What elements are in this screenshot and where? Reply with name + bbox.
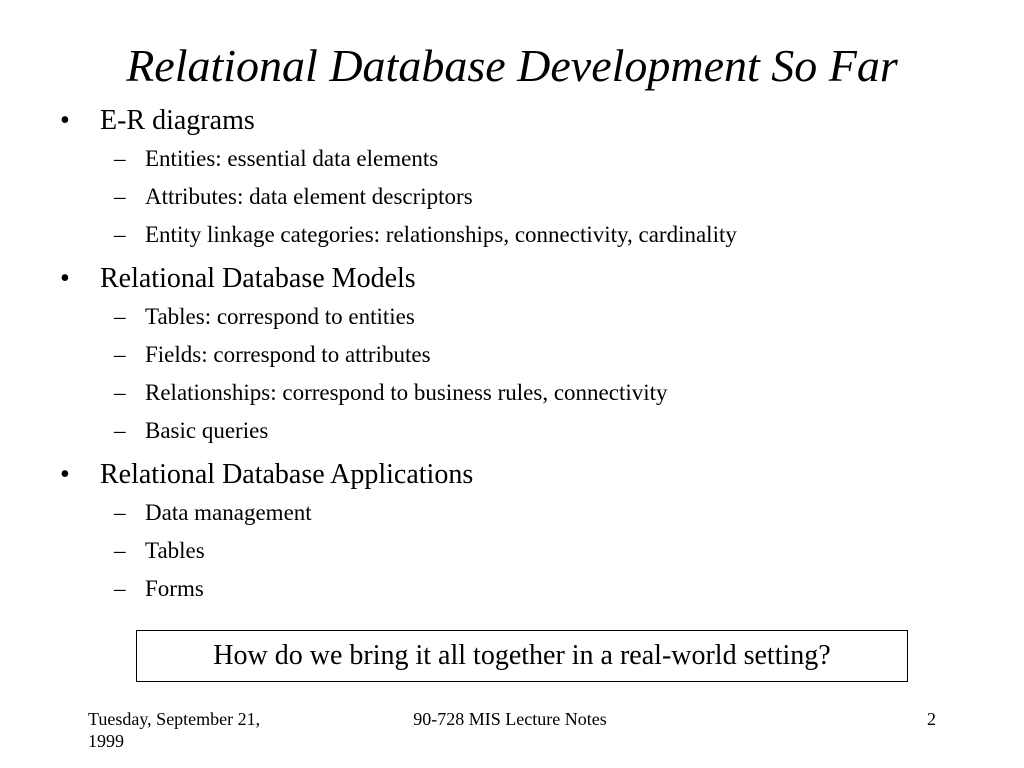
sub-bullet-text: Fields: correspond to attributes bbox=[145, 342, 431, 367]
section-relational-applications bbox=[60, 456, 980, 608]
sub-bullet-item bbox=[60, 178, 980, 216]
bullet-item bbox=[60, 260, 980, 298]
sub-bullet-item bbox=[60, 336, 980, 374]
section-relational-models bbox=[60, 260, 980, 450]
dash-icon: – bbox=[114, 342, 126, 367]
bullet-heading: Relational Database Applications bbox=[100, 459, 474, 490]
footer-course-title: 90-728 MIS Lecture Notes bbox=[413, 709, 607, 729]
sub-bullet-item bbox=[60, 412, 980, 450]
bullet-icon: • bbox=[60, 263, 70, 294]
sub-bullet-text: Data management bbox=[145, 500, 312, 525]
sub-bullet-text: Entity linkage categories: relationships, connectivity, cardinality bbox=[145, 222, 737, 247]
dash-icon: – bbox=[114, 418, 126, 443]
section-er-diagrams bbox=[60, 102, 980, 254]
bullet-icon: • bbox=[60, 105, 70, 136]
footer-date bbox=[88, 708, 308, 752]
sub-bullet-text: Entities: essential data elements bbox=[145, 146, 439, 171]
sub-bullet-item bbox=[60, 374, 980, 412]
dash-icon: – bbox=[114, 146, 126, 171]
footer-date-line1: Tuesday, September 21, bbox=[88, 709, 261, 729]
bullet-heading: Relational Database Models bbox=[100, 263, 416, 294]
sub-bullet-text: Tables bbox=[145, 538, 205, 563]
footer-date-line2: 1999 bbox=[88, 731, 124, 751]
sub-bullet-text: Tables: correspond to entities bbox=[145, 304, 415, 329]
sub-bullet-item bbox=[60, 494, 980, 532]
dash-icon: – bbox=[114, 184, 126, 209]
bullet-heading: E-R diagrams bbox=[100, 105, 255, 136]
sub-bullet-item bbox=[60, 532, 980, 570]
sub-bullet-text: Basic queries bbox=[145, 418, 269, 443]
bullet-item bbox=[60, 456, 980, 494]
sub-bullet-item bbox=[60, 216, 980, 254]
dash-icon: – bbox=[114, 500, 126, 525]
sub-bullet-item bbox=[60, 140, 980, 178]
sub-bullet-text: Attributes: data element descriptors bbox=[145, 184, 473, 209]
dash-icon: – bbox=[114, 538, 126, 563]
sub-bullet-text: Forms bbox=[145, 576, 204, 601]
sub-bullet-text: Relationships: correspond to business rules, connectivity bbox=[145, 380, 668, 405]
sub-bullet-item bbox=[60, 298, 980, 336]
bullet-icon: • bbox=[60, 459, 70, 490]
dash-icon: – bbox=[114, 304, 126, 329]
callout-box: How do we bring it all together in a real-world setting? bbox=[136, 630, 908, 682]
dash-icon: – bbox=[114, 380, 126, 405]
sub-bullet-item bbox=[60, 570, 980, 608]
dash-icon: – bbox=[114, 222, 126, 247]
slide-content bbox=[60, 102, 980, 608]
dash-icon: – bbox=[114, 576, 126, 601]
bullet-item bbox=[60, 102, 980, 140]
slide-title: Relational Database Development So Far bbox=[126, 40, 898, 91]
footer-page-number: 2 bbox=[927, 709, 936, 729]
